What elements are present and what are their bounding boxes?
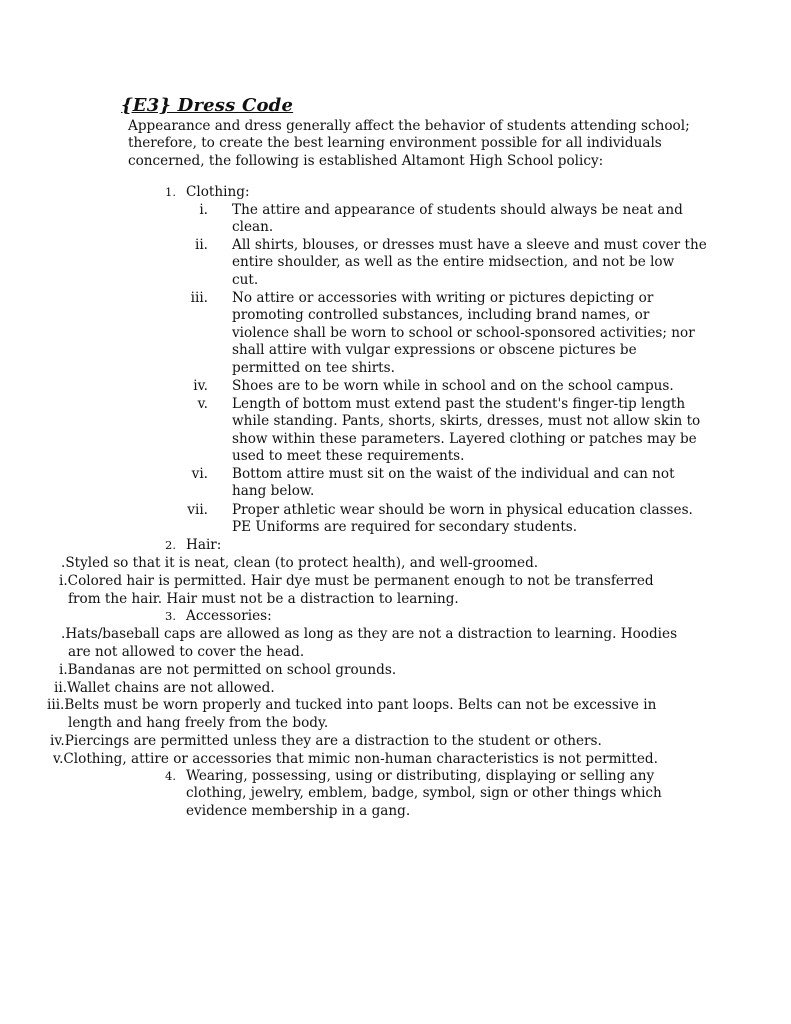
list-item-line: length and hang freely from the body. xyxy=(68,715,329,731)
list-item-line: Length of bottom must extend past the student's finger-tip length xyxy=(232,396,686,412)
list-item-line: used to meet these requirements. xyxy=(232,448,465,465)
list-item-line: promoting controlled substances, including brand names, or xyxy=(232,307,650,324)
list-number: 2. xyxy=(165,538,176,552)
page-title: {E3} Dress Code xyxy=(121,95,294,116)
list-marker: v. xyxy=(197,396,208,412)
intro-line: concerned, the following is established Altamont High School policy: xyxy=(128,152,604,169)
list-item-line: Wearing, possessing, using or distributing, displaying or selling any xyxy=(186,768,655,784)
list-item xyxy=(59,662,396,679)
list-item-line: show within these parameters. Layered clothing or patches may be xyxy=(232,430,697,447)
list-item xyxy=(186,768,662,820)
intro-paragraph xyxy=(128,118,690,170)
list-item xyxy=(232,237,707,289)
list-marker: iii. xyxy=(47,697,65,713)
list-item-line: are not allowed to cover the head. xyxy=(68,644,305,660)
list-marker: i. xyxy=(59,662,68,678)
intro-line: Appearance and dress generally affect the behavior of students attending school; xyxy=(128,118,690,134)
list-item-line: Hats/baseball caps are allowed as long as they are not a distraction to learning. Hoodies xyxy=(65,626,678,642)
list-item-line: Shoes are to be worn while in school and on the school campus. xyxy=(232,378,674,394)
list-item xyxy=(53,751,658,768)
section-heading-clothing: Clothing: xyxy=(186,184,250,200)
list-item-line: The attire and appearance of students should always be neat and xyxy=(232,202,683,218)
section-heading-hair: Hair: xyxy=(186,537,222,553)
list-item-line: Styled so that it is neat, clean (to protect health), and well-groomed. xyxy=(65,555,539,571)
list-item-line: permitted on tee shirts. xyxy=(232,359,395,376)
list-item-line: Proper athletic wear should be worn in physical education classes. xyxy=(232,502,693,518)
list-marker: i. xyxy=(59,573,68,589)
list-marker: . xyxy=(61,555,66,571)
list-item xyxy=(61,626,677,643)
list-item-line: shall attire with vulgar expressions or obscene pictures be xyxy=(232,342,637,359)
section-heading-accessories: Accessories: xyxy=(186,608,272,624)
list-marker: ii. xyxy=(54,680,68,696)
list-item xyxy=(54,680,275,697)
list-item xyxy=(232,378,674,395)
list-item xyxy=(50,733,602,750)
list-marker: vii. xyxy=(187,502,208,518)
list-item-line: entire shoulder, as well as the entire midsection, and not be low xyxy=(232,254,675,271)
list-marker: iv. xyxy=(50,733,65,749)
list-marker: . xyxy=(61,626,66,642)
list-item xyxy=(47,697,656,714)
list-item-line: No attire or accessories with writing or pictures depicting or xyxy=(232,290,654,306)
list-item xyxy=(232,466,675,501)
list-item-line: clothing, jewelry, emblem, badge, symbol, sign or other things which xyxy=(186,785,662,802)
list-item xyxy=(232,290,695,377)
list-item-line: Colored hair is permitted. Hair dye must be permanent enough to not be transferred xyxy=(67,573,654,589)
list-item-line: All shirts, blouses, or dresses must have a sleeve and must cover the xyxy=(232,237,707,253)
list-item-line: Bottom attire must sit on the waist of the individual and can not xyxy=(232,466,675,482)
list-item-line: while standing. Pants, shorts, skirts, dresses, must not allow skin to xyxy=(232,413,701,430)
list-item-line: hang below. xyxy=(232,483,315,500)
list-item xyxy=(61,555,538,572)
list-item-line: Wallet chains are not allowed. xyxy=(67,680,275,696)
list-item-line: Belts must be worn properly and tucked into pant loops. Belts can not be excessive in xyxy=(64,697,657,713)
list-item-line: clean. xyxy=(232,219,274,236)
list-item xyxy=(59,573,654,590)
intro-line: therefore, to create the best learning environment possible for all individuals xyxy=(128,135,662,152)
list-item-line: Clothing, attire or accessories that mimic non-human characteristics is not permitted. xyxy=(63,751,658,767)
list-marker: v. xyxy=(53,751,64,767)
list-item-line: Bandanas are not permitted on school grounds. xyxy=(67,662,397,678)
list-marker: iv. xyxy=(193,378,208,394)
list-number: 1. xyxy=(165,185,176,199)
list-item-line: Piercings are permitted unless they are a distraction to the student or others. xyxy=(64,733,602,749)
list-item-line: PE Uniforms are required for secondary students. xyxy=(232,519,578,536)
list-item-line: from the hair. Hair must not be a distraction to learning. xyxy=(68,591,459,607)
list-marker: iii. xyxy=(190,290,208,306)
list-item xyxy=(232,396,700,466)
list-marker: ii. xyxy=(194,237,208,253)
list-number: 4. xyxy=(165,769,176,783)
list-item-line: evidence membership in a gang. xyxy=(186,802,411,819)
list-item-line: violence shall be worn to school or school-sponsored activities; nor xyxy=(232,324,695,341)
list-item-line: cut. xyxy=(232,271,259,288)
list-item xyxy=(232,502,693,537)
list-number: 3. xyxy=(165,609,176,623)
list-marker: i. xyxy=(199,202,208,218)
list-item xyxy=(232,202,683,237)
list-marker: vi. xyxy=(191,466,208,482)
